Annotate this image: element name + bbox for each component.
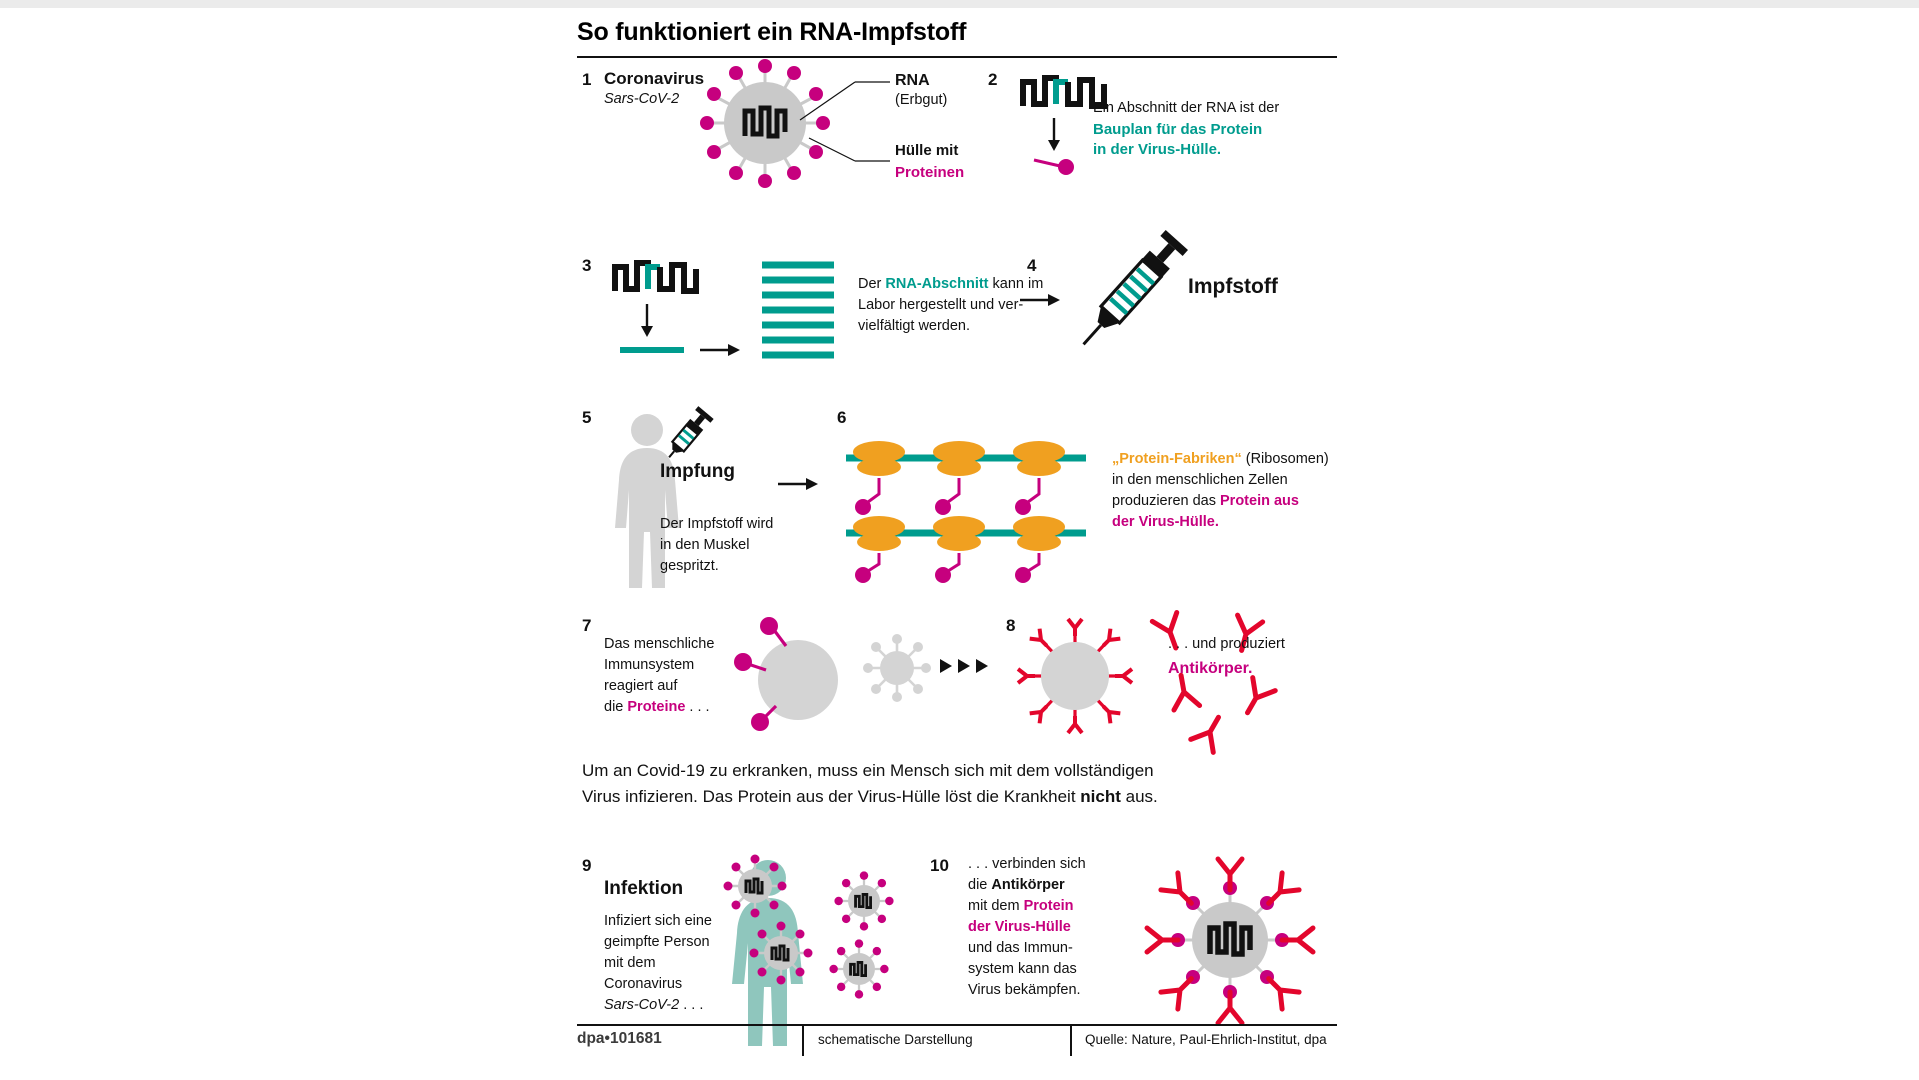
step-1-callout-hull: Hülle mit bbox=[895, 142, 959, 159]
step-4-label: Impfstoff bbox=[1188, 275, 1278, 298]
divider-bottom bbox=[577, 1024, 1337, 1026]
footer-note: schematische Darstellung bbox=[818, 1032, 973, 1047]
step-3-text-highlight: RNA-Abschnitt bbox=[885, 276, 989, 292]
step-9-text-line2: geimpfte Person bbox=[604, 934, 710, 950]
step-5-text-line2: in den Muskel bbox=[660, 537, 750, 553]
step-9-label: Infektion bbox=[604, 878, 684, 899]
step-5-label: Impfung bbox=[660, 461, 735, 482]
syringe-icon bbox=[1065, 220, 1195, 365]
step-5-to-6-arrow bbox=[778, 474, 820, 494]
step-3-down-arrow bbox=[638, 304, 656, 338]
step-6-text-ribosomes: (Ribosomen) bbox=[1241, 451, 1329, 467]
syringe-small-icon bbox=[658, 404, 718, 464]
step-1-number: 1 bbox=[582, 70, 592, 89]
top-bar bbox=[0, 0, 1919, 8]
infographic-sheet bbox=[540, 8, 1380, 1078]
step-3-text-line2: Labor hergestellt und ver- bbox=[858, 297, 1024, 313]
ribosome-diagram bbox=[846, 428, 1091, 573]
step-10-text-line4: der Virus-Hülle bbox=[968, 919, 1071, 935]
divider-top bbox=[577, 56, 1337, 58]
step-2-down-arrow bbox=[1045, 118, 1063, 152]
immune-cell-step8 bbox=[1010, 616, 1140, 736]
step-9-text-line1: Infiziert sich eine bbox=[604, 913, 712, 929]
step-10-bold-antibodies: Antikörper bbox=[991, 877, 1065, 893]
step-10-text-line6: system kann das bbox=[968, 961, 1077, 977]
source-tag: dpa•101681 bbox=[577, 1030, 662, 1047]
step-10-text-line3 bbox=[968, 898, 1074, 916]
virus-small-step9-d bbox=[828, 938, 890, 1000]
step-3-text-line3: vielfältigt werden. bbox=[858, 318, 971, 334]
footer-separator-2 bbox=[1070, 1026, 1072, 1056]
step-10-text-line2 bbox=[968, 877, 1065, 895]
step-3-to-4-arrow bbox=[1020, 290, 1062, 310]
step-3-text-pre: Der bbox=[858, 276, 886, 292]
step-10-text-line5: und das Immun- bbox=[968, 940, 1073, 956]
step-9-text-line3: mit dem bbox=[604, 955, 656, 971]
footer-source: Quelle: Nature, Paul-Ehrlich-Institut, dpa bbox=[1085, 1032, 1327, 1047]
virus-small-step9-b bbox=[833, 870, 895, 932]
step-1-label: Coronavirus bbox=[604, 69, 705, 88]
step-3-number: 3 bbox=[582, 256, 592, 275]
note-line2-post: aus. bbox=[1120, 787, 1158, 806]
step-3-text-post: kann im bbox=[988, 276, 1044, 292]
step-7-text-line4 bbox=[604, 699, 710, 717]
step-10-highlight-protein: Protein bbox=[1023, 898, 1074, 914]
rna-copies-stack bbox=[758, 260, 838, 370]
step-2-number: 2 bbox=[988, 70, 998, 89]
step-9-text-line4: Coronavirus bbox=[604, 976, 683, 992]
step-7-text-pre: die bbox=[604, 699, 628, 715]
step-1-callout-rna: RNA bbox=[895, 72, 930, 89]
step-6-text-line2: in den menschlichen Zellen bbox=[1112, 472, 1288, 488]
step-1-callout-rna-sub: (Erbgut) bbox=[895, 92, 948, 108]
note-line2-pre: Virus infizieren. Das Protein aus der Virus-Hülle löst die Krankheit bbox=[582, 787, 1081, 806]
step-5-number: 5 bbox=[582, 408, 592, 427]
step-7-to-8-arrows bbox=[938, 656, 998, 676]
protein-molecule-step2 bbox=[1030, 154, 1078, 176]
step-1-callout-proteins: Proteinen bbox=[895, 164, 965, 181]
step-5-text-line3: gespritzt. bbox=[660, 558, 719, 574]
step-10-text-line7: Virus bekämpfen. bbox=[968, 982, 1081, 998]
immune-cell-step7 bbox=[740, 618, 870, 728]
step-7-text-line1: Das menschliche bbox=[604, 636, 715, 652]
step-6-text-line4: der Virus-Hülle. bbox=[1112, 514, 1219, 530]
step-6-text-line3 bbox=[1112, 493, 1299, 511]
step-3-right-arrow bbox=[700, 340, 742, 360]
step-10-text-pre2: mit dem bbox=[968, 898, 1024, 914]
step-2-text-line3: in der Virus-Hülle. bbox=[1093, 141, 1222, 158]
step-7-text-post: . . . bbox=[685, 699, 710, 715]
note-line2-bold: nicht bbox=[1080, 787, 1121, 806]
step-7-text-line3: reagiert auf bbox=[604, 678, 678, 694]
footer-separator-1 bbox=[802, 1026, 804, 1056]
step-6-text-pre: produzieren das bbox=[1112, 493, 1221, 509]
note-line2 bbox=[582, 786, 1158, 808]
note-line1: Um an Covid-19 zu erkranken, muss ein Mensch sich mit dem vollständigen bbox=[582, 761, 1154, 780]
step-3-text-line1 bbox=[858, 276, 1043, 294]
step-1-sublabel: Sars-CoV-2 bbox=[604, 91, 680, 107]
virus-small-step9-c bbox=[748, 920, 814, 986]
virus-small-grey bbox=[862, 633, 932, 703]
step-6-highlight-protein: Protein aus bbox=[1220, 493, 1299, 509]
step-6-text-line1 bbox=[1112, 451, 1329, 469]
step-8-number: 8 bbox=[1006, 616, 1016, 635]
step-10-text-pre: die bbox=[968, 877, 992, 893]
step-2-text-line2: Bauplan für das Protein bbox=[1093, 121, 1263, 138]
rna-segment-step3 bbox=[618, 344, 688, 356]
step-8-text-line2: Antikörper. bbox=[1168, 660, 1253, 677]
step-6-highlight-factories: „Protein-Fabriken“ bbox=[1112, 451, 1242, 467]
step-2-text-line1: Ein Abschnitt der RNA ist der bbox=[1093, 100, 1280, 116]
step-10-number: 10 bbox=[930, 856, 949, 875]
step-8-text-line1: . . . und produziert bbox=[1168, 636, 1285, 652]
virus-with-antibodies-step10 bbox=[1130, 848, 1330, 1033]
step-7-number: 7 bbox=[582, 616, 592, 635]
page-title: So funktioniert ein RNA-Impfstoff bbox=[577, 18, 967, 46]
virus-small-step9-a bbox=[722, 853, 788, 919]
step-9-text-ellipsis: . . . bbox=[679, 997, 704, 1013]
step-9-virus-name: Sars-CoV-2 bbox=[604, 997, 680, 1013]
step-5-text-line1: Der Impfstoff wird bbox=[660, 516, 774, 532]
step-7-highlight-proteins: Proteine bbox=[627, 699, 686, 715]
step-6-number: 6 bbox=[837, 408, 847, 427]
step-7-text-line2: Immunsystem bbox=[604, 657, 695, 673]
step-9-text-line5 bbox=[604, 997, 703, 1015]
step-9-number: 9 bbox=[582, 856, 592, 875]
step-4-number: 4 bbox=[1027, 256, 1037, 275]
rna-strand-step3 bbox=[610, 253, 715, 301]
step-10-text-line1: . . . verbinden sich bbox=[968, 856, 1086, 872]
